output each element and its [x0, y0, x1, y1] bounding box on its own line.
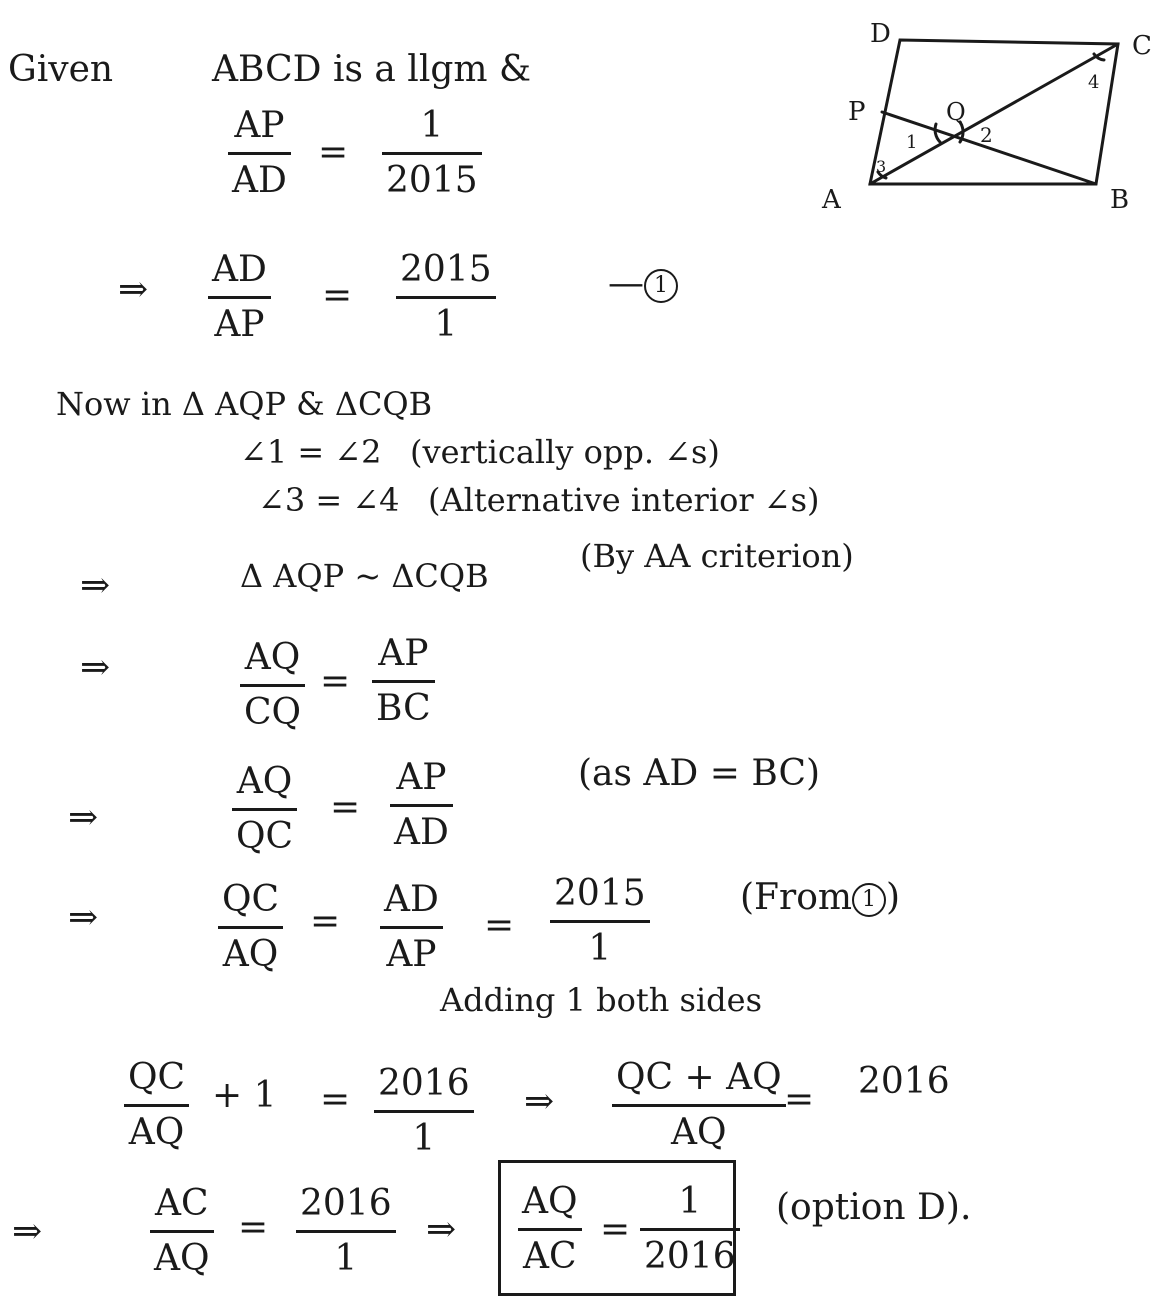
implies-arrow: ⇒ — [80, 647, 111, 688]
fraction-ap-bc: AP BC — [372, 636, 435, 727]
angle-arc-1 — [935, 124, 940, 142]
fraction-aq-ac: AQ AC — [518, 1184, 582, 1275]
fraction-qc-aq-2: QC AQ — [124, 1060, 189, 1151]
implies-arrow: ⇒ — [426, 1209, 457, 1250]
implies-arrow: ⇒ — [68, 797, 99, 838]
plus-one: + 1 — [212, 1075, 277, 1116]
equals: = — [318, 132, 349, 173]
given-statement: ABCD is a llgm & — [212, 49, 532, 90]
equals: = — [784, 1079, 815, 1120]
vertex-label-d: D — [870, 19, 891, 49]
vertex-label-c: C — [1132, 31, 1152, 61]
parallelogram-figure — [820, 12, 1160, 232]
equals: = — [322, 275, 353, 316]
fraction-ap-ad: AP AD — [228, 108, 291, 199]
vertex-label-a: A — [822, 185, 841, 215]
equals: = — [600, 1209, 631, 1250]
implies-arrow: ⇒ — [118, 269, 149, 310]
angle-label-2: 2 — [980, 123, 993, 147]
adding-note: Adding 1 both sides — [440, 981, 762, 1019]
equation-ref-1: — 1 — [608, 266, 678, 303]
fraction-ac-aq: AC AQ — [150, 1186, 214, 1277]
equals: = — [484, 905, 515, 946]
fraction-2015-1: 2015 1 — [396, 252, 496, 343]
fraction-aq-cq: AQ CQ — [240, 640, 305, 731]
implies-arrow: ⇒ — [80, 565, 111, 606]
equals: = — [320, 661, 351, 702]
value-2016: 2016 — [858, 1061, 950, 1102]
fraction-qc-plus-aq: QC + AQ AQ — [612, 1060, 786, 1151]
diagonal-ac — [870, 44, 1118, 184]
note-from-eq-1: (From 1 ) — [740, 877, 901, 918]
vertex-label-p: P — [848, 97, 866, 127]
angle-equality-2: ∠3 = ∠4 — [258, 481, 400, 519]
implies-arrow: ⇒ — [524, 1081, 555, 1122]
fraction-1-2015: 1 2015 — [382, 108, 482, 199]
angle-equality-1: ∠1 = ∠2 — [240, 433, 382, 471]
point-label-q: Q — [946, 98, 966, 126]
similar-reason: (By AA criterion) — [580, 537, 854, 575]
fraction-aq-qc: AQ QC — [232, 764, 297, 855]
angle-label-3: 3 — [876, 157, 887, 176]
fraction-ad-ap-2: AD AP — [380, 882, 443, 973]
equals: = — [320, 1079, 351, 1120]
angle-label-4: 4 — [1088, 72, 1100, 93]
implies-arrow: ⇒ — [12, 1211, 43, 1252]
fraction-2016-1-b: 2016 1 — [296, 1186, 396, 1277]
given-label: Given — [8, 49, 114, 90]
equals: = — [238, 1207, 269, 1248]
angle-reason-2: (Alternative interior ∠s) — [428, 481, 820, 519]
equals: = — [310, 901, 341, 942]
vertex-label-b: B — [1110, 185, 1130, 215]
fraction-2015-1-b: 2015 1 — [550, 876, 650, 967]
fraction-2016-1: 2016 1 — [374, 1066, 474, 1157]
angle-label-1: 1 — [906, 132, 918, 153]
angle-reason-1: (vertically opp. ∠s) — [410, 433, 720, 471]
fraction-ap-ad-2: AP AD — [390, 760, 453, 851]
proof-intro: Now in Δ AQP & ΔCQB — [56, 385, 433, 423]
fraction-ad-ap: AD AP — [208, 252, 271, 343]
similar-triangles: Δ AQP ~ ΔCQB — [240, 557, 489, 595]
option-d-note: (option D). — [776, 1187, 972, 1228]
note-ad-equals-bc: (as AD = BC) — [578, 753, 821, 794]
implies-arrow: ⇒ — [68, 897, 99, 938]
fraction-qc-aq: QC AQ — [218, 882, 283, 973]
equals: = — [330, 787, 361, 828]
fraction-1-2016: 1 2016 — [640, 1184, 740, 1275]
